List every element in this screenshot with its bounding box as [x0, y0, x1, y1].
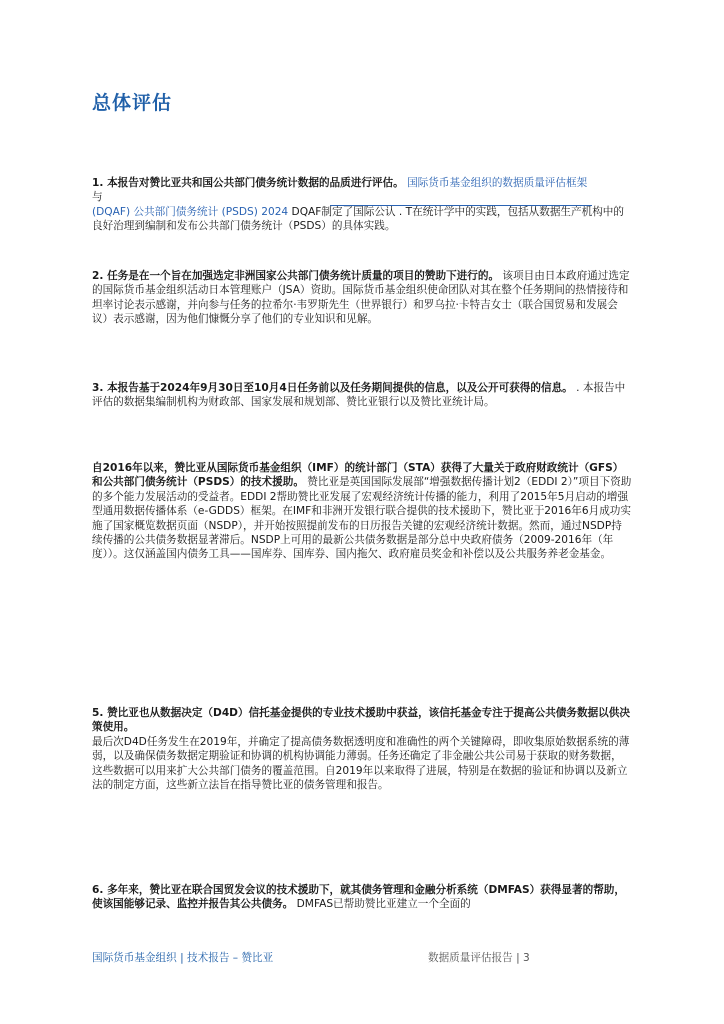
paragraph-5 — [92, 706, 632, 792]
paragraph-5-body: 最后次D4D任务发生在2019年，并确定了提高债务数据透明度和准确性的两个关键障碍，即收集原始数据系统的薄弱，以及确保债务数据定期验证和协调的机构协调能力薄弱。任务还确定了非金融公共公司易于获取的财务数据，这些数据可以用来扩大公共部门债务的覆盖范围。自2019年以来取得了进展，特别是在数据的验证和协调以及新立法的制定方面，这些新立法旨在指导赞比亚的债务管理和报告。 — [92, 735, 630, 792]
paragraph-5-lead: 5. 赞比亚也从数据决定（D4D）信托基金提供的专业技术援助中获益，该信托基金专注于提高公共债务数据以供决策使用。 — [92, 707, 630, 734]
footer-left: 国际货币基金组织 | 技术报告 – 赞比亚 — [92, 952, 274, 964]
paragraph-3 — [92, 381, 632, 410]
paragraph-2 — [92, 269, 632, 327]
paragraph-2-lead: 2. 任务是在一个旨在加强选定非洲国家公共部门债务统计质量的项目的赞助下进行的。 — [92, 270, 500, 282]
paragraph-6 — [92, 883, 632, 912]
footer-page-number: 数据质量评估报告 | 3 — [428, 952, 530, 964]
paragraph-2-body: 该项目由日本政府通过选定的国际货币基金组织活动日本管理账户（JSA）资助。国际货币基金组织使命团队对其在整个任务期间的热情接待和坦率讨论表示感谢，并向参与任务的拉希尔·韦罗斯先生（世界银行）和罗乌拉·卡特吉女士（联合国贸易和发展会议）表示感谢，因为他们慷慨分享了他们的专业知识和见解。 — [92, 270, 630, 326]
dqaf-link[interactable]: 国际货币基金组织的数据质量评估框架 — [407, 177, 588, 189]
paragraph-6-body: DMFAS已帮助赞比亚建立一个全面的 — [293, 898, 471, 911]
paragraph-1-body: DQAF制定了国际公认 . T在统计学中的实践，包括从数据生产机构中的良好治理到编制和发布公共部门债务统计（PSDS）的具体实践。 — [92, 205, 624, 233]
paragraph-3-body: . 本报告中评估的数据集编制机构为财政部、国家发展和规划部、赞比亚银行以及赞比亚统计局。 — [92, 382, 626, 409]
paragraph-4 — [92, 461, 632, 562]
paragraph-4-body: 赞比亚是英国国际发展部“增强数据传播计划2（EDDI 2）”项目下资助的多个能力发展活动的受益者。EDDI 2帮助赞比亚发展了宏观经济统计传播的能力，利用了2015年5月启动的增强型通用数据传播体系（e-GDDS）框架。在IMF和非洲开发银行联合提供的技术援助下，赞比亚于2016年6月成功实施了国家概览数据页面（NSDP），并开始按照提前发布的日历报告关键的宏观经济统计数据。然而，通过NSDP持续传播的公共债务数据显著滞后。NSDP上可用的最新公共债务数据是部分总中央政府债务（2009-2016年（年度））。这仅涵盖国内债务工具——国库券、国库券、国内拖欠、政府雇员奖金和补偿以及公共服务养老金基金。 — [92, 476, 632, 561]
paragraph-3-lead: 3. 本报告基于2024年9月30日至10月4日任务前以及任务期间提供的信息，以及公开可获得的信息。 — [92, 382, 573, 394]
link-underline — [330, 205, 592, 206]
paragraph-4-lead: 自2016年以来，赞比亚从国际货币基金组织（IMF）的统计部门（STA）获得了大量关于政府财政统计（GFS）和公共部门债务统计（PSDS）的技术援助。 — [92, 462, 624, 489]
dqaf-psds-link[interactable]: (DQAF) 公共部门债务统计 (PSDS) 2024 — [92, 205, 289, 218]
paragraph-1-lead: 1. 本报告对赞比亚共和国公共部门债务统计数据的品质进行评估。 — [92, 177, 404, 189]
page-title: 总体评估 — [92, 92, 173, 114]
paragraph-1-connector: 与 — [92, 191, 103, 204]
paragraph-6-lead: 6. 多年来，赞比亚在联合国贸发会议的技术援助下，就其债务管理和金融分析系统（DMFAS）获得显著的帮助，使该国能够记录、监控并报告其公共债务。 — [92, 884, 625, 911]
